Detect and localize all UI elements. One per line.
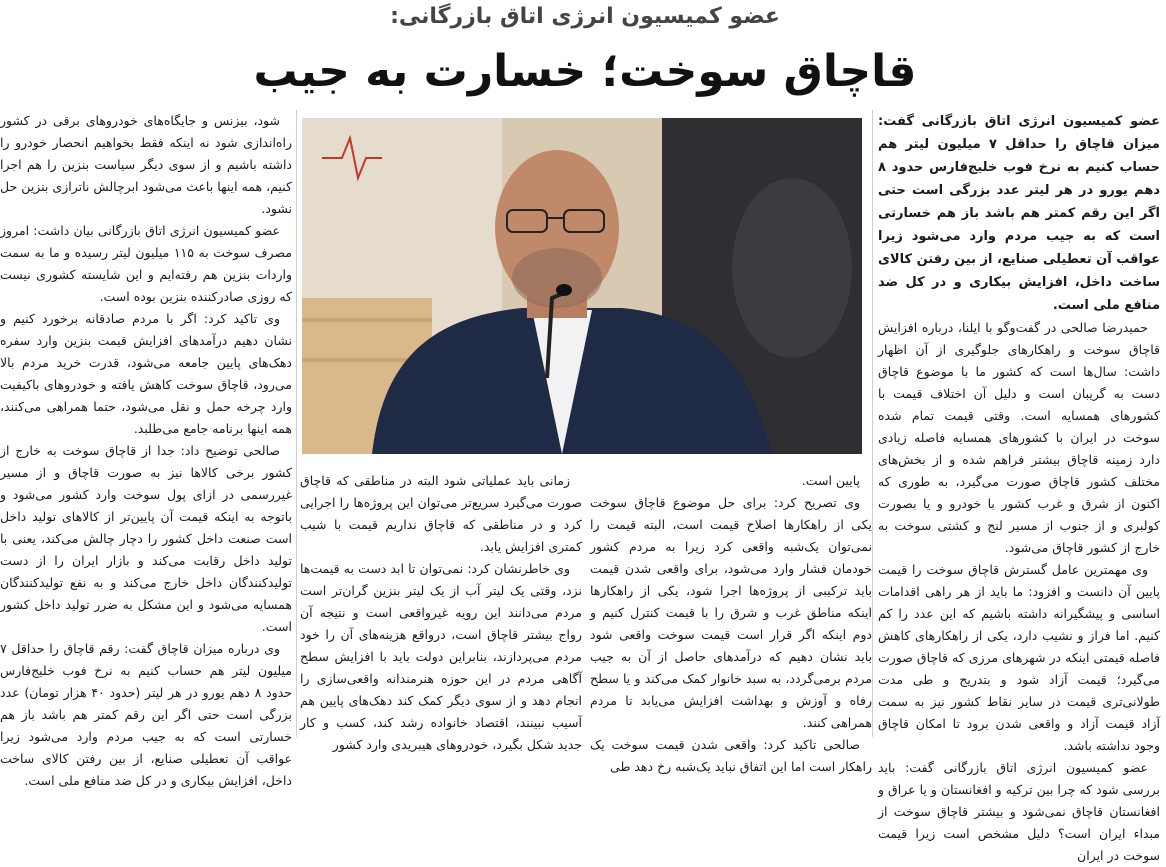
column-divider <box>872 110 873 737</box>
article-column-mid-left <box>300 470 582 752</box>
paragraph: وی تصریح کرد: برای حل موضوع قاچاق سوخت یکی از راهکارها اصلاح قیمت است، البته قیمت را نمی‌توان یک‌شبه واقعی کرد زیرا به مردم کشور خودمان فشار وارد می‌شود، برای واقعی شدن قیمت باید ترکیبی از پروژه‌ها اجرا شود، یکی از راهکارها اینکه مناطق غرب و شرق را با قیمت کنترل کنیم و دوم اینکه اگر قرار است قیمت سوخت واقعی شود باید نشان دهیم که درآمدهای حاصل از آن به جیب مردم برمی‌گردد، به سبد خانوار کمک می‌کند و یا سطح رفاه و آوزش و بهداشت افزایش می‌یابد تا مردم همراهی کنند. <box>590 495 872 730</box>
column-divider <box>296 110 297 737</box>
paragraph: عضو کمیسیون انرژی اتاق بازرگانی بیان داشت: امروز مصرف سوخت به ۱۱۵ میلیون لیتر رسیده و ما به سمت واردات بنزین هم رفته‌ایم و این شایسته کشوری نیست که روزی صادرکننده بنزین بوده است. <box>0 223 292 304</box>
article-headline: قاچاق سوخت؛ خسارت به جیب <box>253 46 917 97</box>
paragraph: حمیدرضا صالحی در گفت‌وگو با ایلنا، درباره افزایش قاچاق سوخت و راهکارهای جلوگیری از آن اظهار داشت: سال‌ها است که کشور ما با موضوع قاچاق دست به گریبان است و دلیل آن اختلاف قیمت با کشورهای همسایه است. وقتی قیمت تمام شده سوخت در ایران با کشورهای همسایه فاصله زیادی دارد زمینه قاچاق بیشتر فراهم شده و از بخش‌های مختلف کشور قاچاق صورت می‌گیرد، به طوری که اکنون از شرق و غرب کشور با خودرو و یا بصورت کولبری و از جنوب از مسیر لنج و کشتی سوخت به خارج از کشور قاچاق می‌شود. <box>878 320 1160 555</box>
article-lead: عضو کمیسیون انرژی اتاق بازرگانی گفت: میزان قاچاق را حداقل ۷ میلیون لیتر هم حساب کنیم به نرخ فوب خلیج‌فارس حدود ۸ دهم یورو در هر لیتر عدد بزرگی است حتی اگر این رقم کمتر هم باشد باز هم خسارتی است که به جیب مردم وارد می‌شود زیرا عواقب آن تعطیلی صنایع، از بین رفتن کالای ساخت داخل، افزایش بیکاری و در کل ضد منافع ملی است. <box>878 114 1160 313</box>
article-column-right <box>878 110 1160 863</box>
paragraph: شود، بیزنس و جایگاه‌های خودروهای برقی در کشور راه‌اندازی شود نه اینکه فقط بخواهیم انحصار خودرو را داشته باشیم و از سوی دیگر سیاست بنزین را هم اجرا کنیم، همه اینها باعث می‌شود ابرچالش ناترازی بنزین حل نشود. <box>0 113 292 216</box>
paragraph: وی درباره میزان قاچاق گفت: رقم قاچاق را حداقل ۷ میلیون لیتر هم حساب کنیم به نرخ فوب خلیج‌فارس حدود ۸ دهم یورو در هر لیتر (حدود ۴۰ هزار تومان) عدد بزرگی است حتی اگر این رقم کمتر هم باشد باز هم خسارتی است که به جیب مردم وارد می‌شود زیرا عواقب آن تعطیلی صنایع، از بین رفتن کالای ساخت داخل، افزایش بیکاری و در کل ضد منافع ملی است. <box>0 641 292 788</box>
paragraph: صالحی تاکید کرد: واقعی شدن قیمت سوخت یک راهکار است اما این اتفاق نباید یک‌شبه رخ دهد طی <box>590 737 872 774</box>
paragraph: پایین است. <box>801 473 860 488</box>
paragraph: وی خاطرنشان کرد: نمی‌توان تا ابد دست به قیمت‌ها نزد، وقتی یک لیتر آب از یک لیتر بنزین گران‌تر است مردم می‌دانند این رویه غیرواقعی است و نتیجه آن رواج بیشتر قاچاق است، درواقع هزینه‌های آن را خود مردم می‌پردازند، بنابراین دولت باید با افزایش سطح آگاهی مردم در این حوزه هنرمندانه واقعی‌سازی را انجام دهد و از سوی دیگر کمک کند دهک‌های پایین هم آسیب نبینند، اقتصاد خانواده رشد کند، کسب و کار جدید شکل بگیرد، خودروهای هیبریدی وارد کشور <box>300 561 582 752</box>
speaker-photo <box>302 118 862 454</box>
paragraph: وی تاکید کرد: اگر با مردم صادقانه برخورد کنیم و نشان دهیم درآمدهای افزایش قیمت بنزین وارد سفره دهک‌های پایین جامعه می‌شود، قدرت خرید مردم بالا می‌رود، قاچاق سوخت کاهش یافته و خودروهای باکیفیت وارد چرخه حمل و نقل می‌شود، حتما همراهی می‌کنند، همه اینها برنامه جامع می‌طلبد. <box>0 311 292 436</box>
paragraph: صالحی توضیح داد: جدا از قاچاق سوخت به خارج از کشور برخی کالاها نیز به صورت قاچاق و از مسیر غیررسمی در ازای پول سوخت وارد کشور می‌شود و باتوجه به اینکه قیمت آن پایین‌تر از کالاهای تولید داخل است صنعت داخل کشور را دچار چالش می‌کند، یعنی با تولید داخل رقابت می‌کند و بازار ایران را از دست تولیدکنندگان داخل خارج می‌کند و به نفع تولیدکنندگان همسایه می‌شود و این مشکل به ضرر تولید داخل کشور است. <box>0 443 292 634</box>
paragraph: عضو کمیسیون انرژی اتاق بازرگانی گفت: باید بررسی شود که چرا بین ترکیه و افغانستان و یا عراق و افغانستان قاچاق نمی‌شود و بیشتر قاچاق سوخت از مبداء ایران است؟ دلیل مشخص است زیرا قیمت سوخت در ایران <box>878 760 1160 863</box>
speaker-photo-illustration <box>302 118 862 454</box>
paragraph: وی مهمترین عامل گسترش قاچاق سوخت را قیمت پایین آن دانست و افزود: ما باید از هر راهی اقدامات اساسی و پیشگیرانه داشته باشیم که این عدد را کم کنیم. اما فراز و نشیب دارد، یکی از راهکارهای کاهش فاصله قیمتی اینکه در شهرهای مرزی که قاچاق صورت می‌گیرد؛ قیمت آزاد شود و بتدریج و طی مدت طولانی‌تری قیمت در سایر نقاط کشور نیز به سمت آزاد قیمت آزاد و واقعی شدن برود تا امکان قاچاق وجود نداشته باشد. <box>878 562 1160 753</box>
paragraph: زمانی باید عملیاتی شود البته در مناطقی که قاچاق صورت می‌گیرد سریع‌تر می‌توان این پروژه‌ها را اجرایی کرد و در مناطقی که قاچاق نداریم قیمت با شیب کمتری افزایش یابد. <box>300 473 582 554</box>
article-kicker: عضو کمیسیون انرژی اتاق بازرگانی: <box>390 4 780 29</box>
article-column-left <box>0 110 292 788</box>
article-column-mid-right <box>590 470 872 774</box>
